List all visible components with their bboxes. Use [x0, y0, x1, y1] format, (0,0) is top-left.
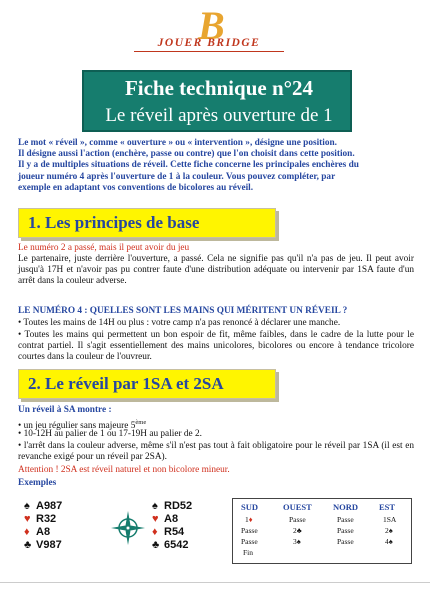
auction-cell: Passe: [337, 526, 354, 535]
intro-line: exemple en adaptant vos conventions de bicolores au réveil.: [18, 182, 254, 193]
auction-cell: Fin: [243, 548, 254, 557]
logo-underline: [134, 51, 284, 52]
footer-divider: [0, 582, 430, 583]
spade-icon: ♠: [24, 500, 30, 512]
west-hand: [24, 500, 104, 552]
section-2-bullet-1-text: • un jeu régulier sans majeure 5: [18, 421, 136, 432]
hand-cards: A8: [36, 526, 51, 538]
auction-cell: Passe: [241, 526, 258, 535]
logo-letter: B: [198, 3, 225, 48]
heart-icon: ♥: [24, 513, 31, 525]
intro-line: Le mot « réveil », comme « ouverture » ou « intervention », désigne une position.: [18, 138, 337, 148]
section-2-header: [18, 369, 276, 399]
hand-cards: R54: [164, 526, 185, 538]
auction-cell: 2♣: [293, 526, 302, 535]
hand-row: [152, 500, 232, 513]
logo-text: JOUER BRIDGE: [157, 37, 261, 49]
auction-cell: Passe: [241, 537, 258, 546]
hand-row: [24, 539, 104, 552]
section-1-bullet-1: • Toutes les mains de 14H ou plus : votre camp n'a pas renoncé à déclarer une manche.: [18, 318, 341, 328]
hand-cards: R32: [36, 513, 57, 525]
section-1-paragraph: Le partenaire, juste derrière l'ouverture, a passé. Cela ne signifie pas qu'il n'a pas de jeu. Il peut avoir jusqu'à 17H et n'avoir pas pu contrer faute d'une distribution adéquate ou intervenir par 1SA faute d'un arrêt dans la couleur adverse.: [18, 254, 414, 287]
intro-paragraph: [18, 138, 414, 194]
hand-row: [24, 513, 104, 526]
auction-cell: 1SA: [383, 515, 397, 524]
east-hand: [152, 500, 232, 552]
spade-icon: ♠: [152, 500, 158, 512]
auction-cell: 3♠: [293, 537, 301, 546]
club-icon: ♣: [152, 539, 160, 551]
section-2-attention: Attention ! 2SA est réveil naturel et non bicolore mineur.: [18, 465, 230, 475]
diamond-icon: ♦: [248, 515, 253, 524]
section-2-bullet-2: • 10-12H au palier de 1 ou 17-19H au palier de 2.: [18, 429, 202, 439]
auction-header-nord: NORD: [333, 502, 359, 512]
diamond-icon: ♦: [24, 526, 30, 538]
auction-header-est: EST: [379, 502, 396, 512]
hand-cards: 6542: [164, 539, 189, 551]
page-subtitle: Le réveil après ouverture de 1: [105, 105, 333, 126]
hand-cards: A987: [36, 500, 63, 512]
title-banner: [82, 70, 352, 132]
auction-cell: Passe: [337, 537, 354, 546]
heart-icon: ♥: [152, 513, 159, 525]
hand-row: [152, 526, 232, 539]
section-1-bullet-2: • Toutes les mains qui permettent un bon espoir de fit, même faibles, dans le cadre de la lutte pour le contrat partiel. Il s'agit essentiellement des mains unicolores, bicolores ou encore à tendance tricolore courtes dans la couleur de l'ouvreur.: [18, 330, 414, 363]
section-2-bullet-3: • l'arrêt dans la couleur adverse, même s'il n'est pas tout à fait obligatoire pour le réveil par 1SA (il est en revanche exigé pour un réveil par 2SA).: [18, 441, 414, 463]
auction-cell: 4♠: [385, 537, 393, 546]
page-title: Fiche technique n°24: [124, 76, 314, 100]
intro-line: Il désigne aussi l'action (enchère, passe ou contre) que l'on choisit dans cette position.: [18, 149, 355, 160]
hand-row: [24, 526, 104, 539]
section-1-title: 1. Les principes de base: [28, 213, 200, 232]
section-1-red-line: Le numéro 2 a passé, mais il peut avoir du jeu: [18, 243, 190, 253]
auction-cell: Passe: [289, 515, 306, 524]
hand-cards: RD52: [164, 500, 193, 512]
section-1-header: [18, 208, 276, 238]
section-2-bullet-1-sup: ème: [135, 419, 147, 426]
diamond-icon: ♦: [152, 526, 158, 538]
intro-line: Il y a de multiples situations de réveil. Cette fiche concerne les principales enchères du: [18, 160, 359, 171]
hand-row: [152, 513, 232, 526]
hand-row: [152, 539, 232, 552]
auction-bid: 1♦: [245, 515, 253, 524]
auction-table: [232, 498, 412, 564]
auction-cell: 2♠: [385, 526, 393, 535]
section-1-heading: LE NUMÉRO 4 : QUELLES SONT LES MAINS QUI MÉRITENT UN RÉVEIL ?: [18, 306, 348, 316]
hand-cards: V987: [36, 539, 62, 551]
auction-header-ouest: OUEST: [283, 502, 312, 512]
examples-label: Exemples: [18, 478, 57, 488]
auction-header-sud: SUD: [241, 502, 259, 512]
auction-cell: Passe: [337, 515, 354, 524]
section-2-heading: Un réveil à SA montre :: [18, 405, 112, 415]
auction-cell: [245, 515, 253, 524]
section-2-title: 2. Le réveil par 1SA et 2SA: [28, 374, 224, 393]
intro-line: joueur numéro 4 après l'ouverture de 1 à la couleur. Vous pouvez compléter, par: [18, 171, 336, 182]
hand-cards: A8: [164, 513, 179, 525]
club-icon: ♣: [24, 539, 32, 551]
compass-rose-icon: [110, 510, 146, 546]
jouer-bridge-logo: [120, 3, 300, 52]
hand-row: [24, 500, 104, 513]
